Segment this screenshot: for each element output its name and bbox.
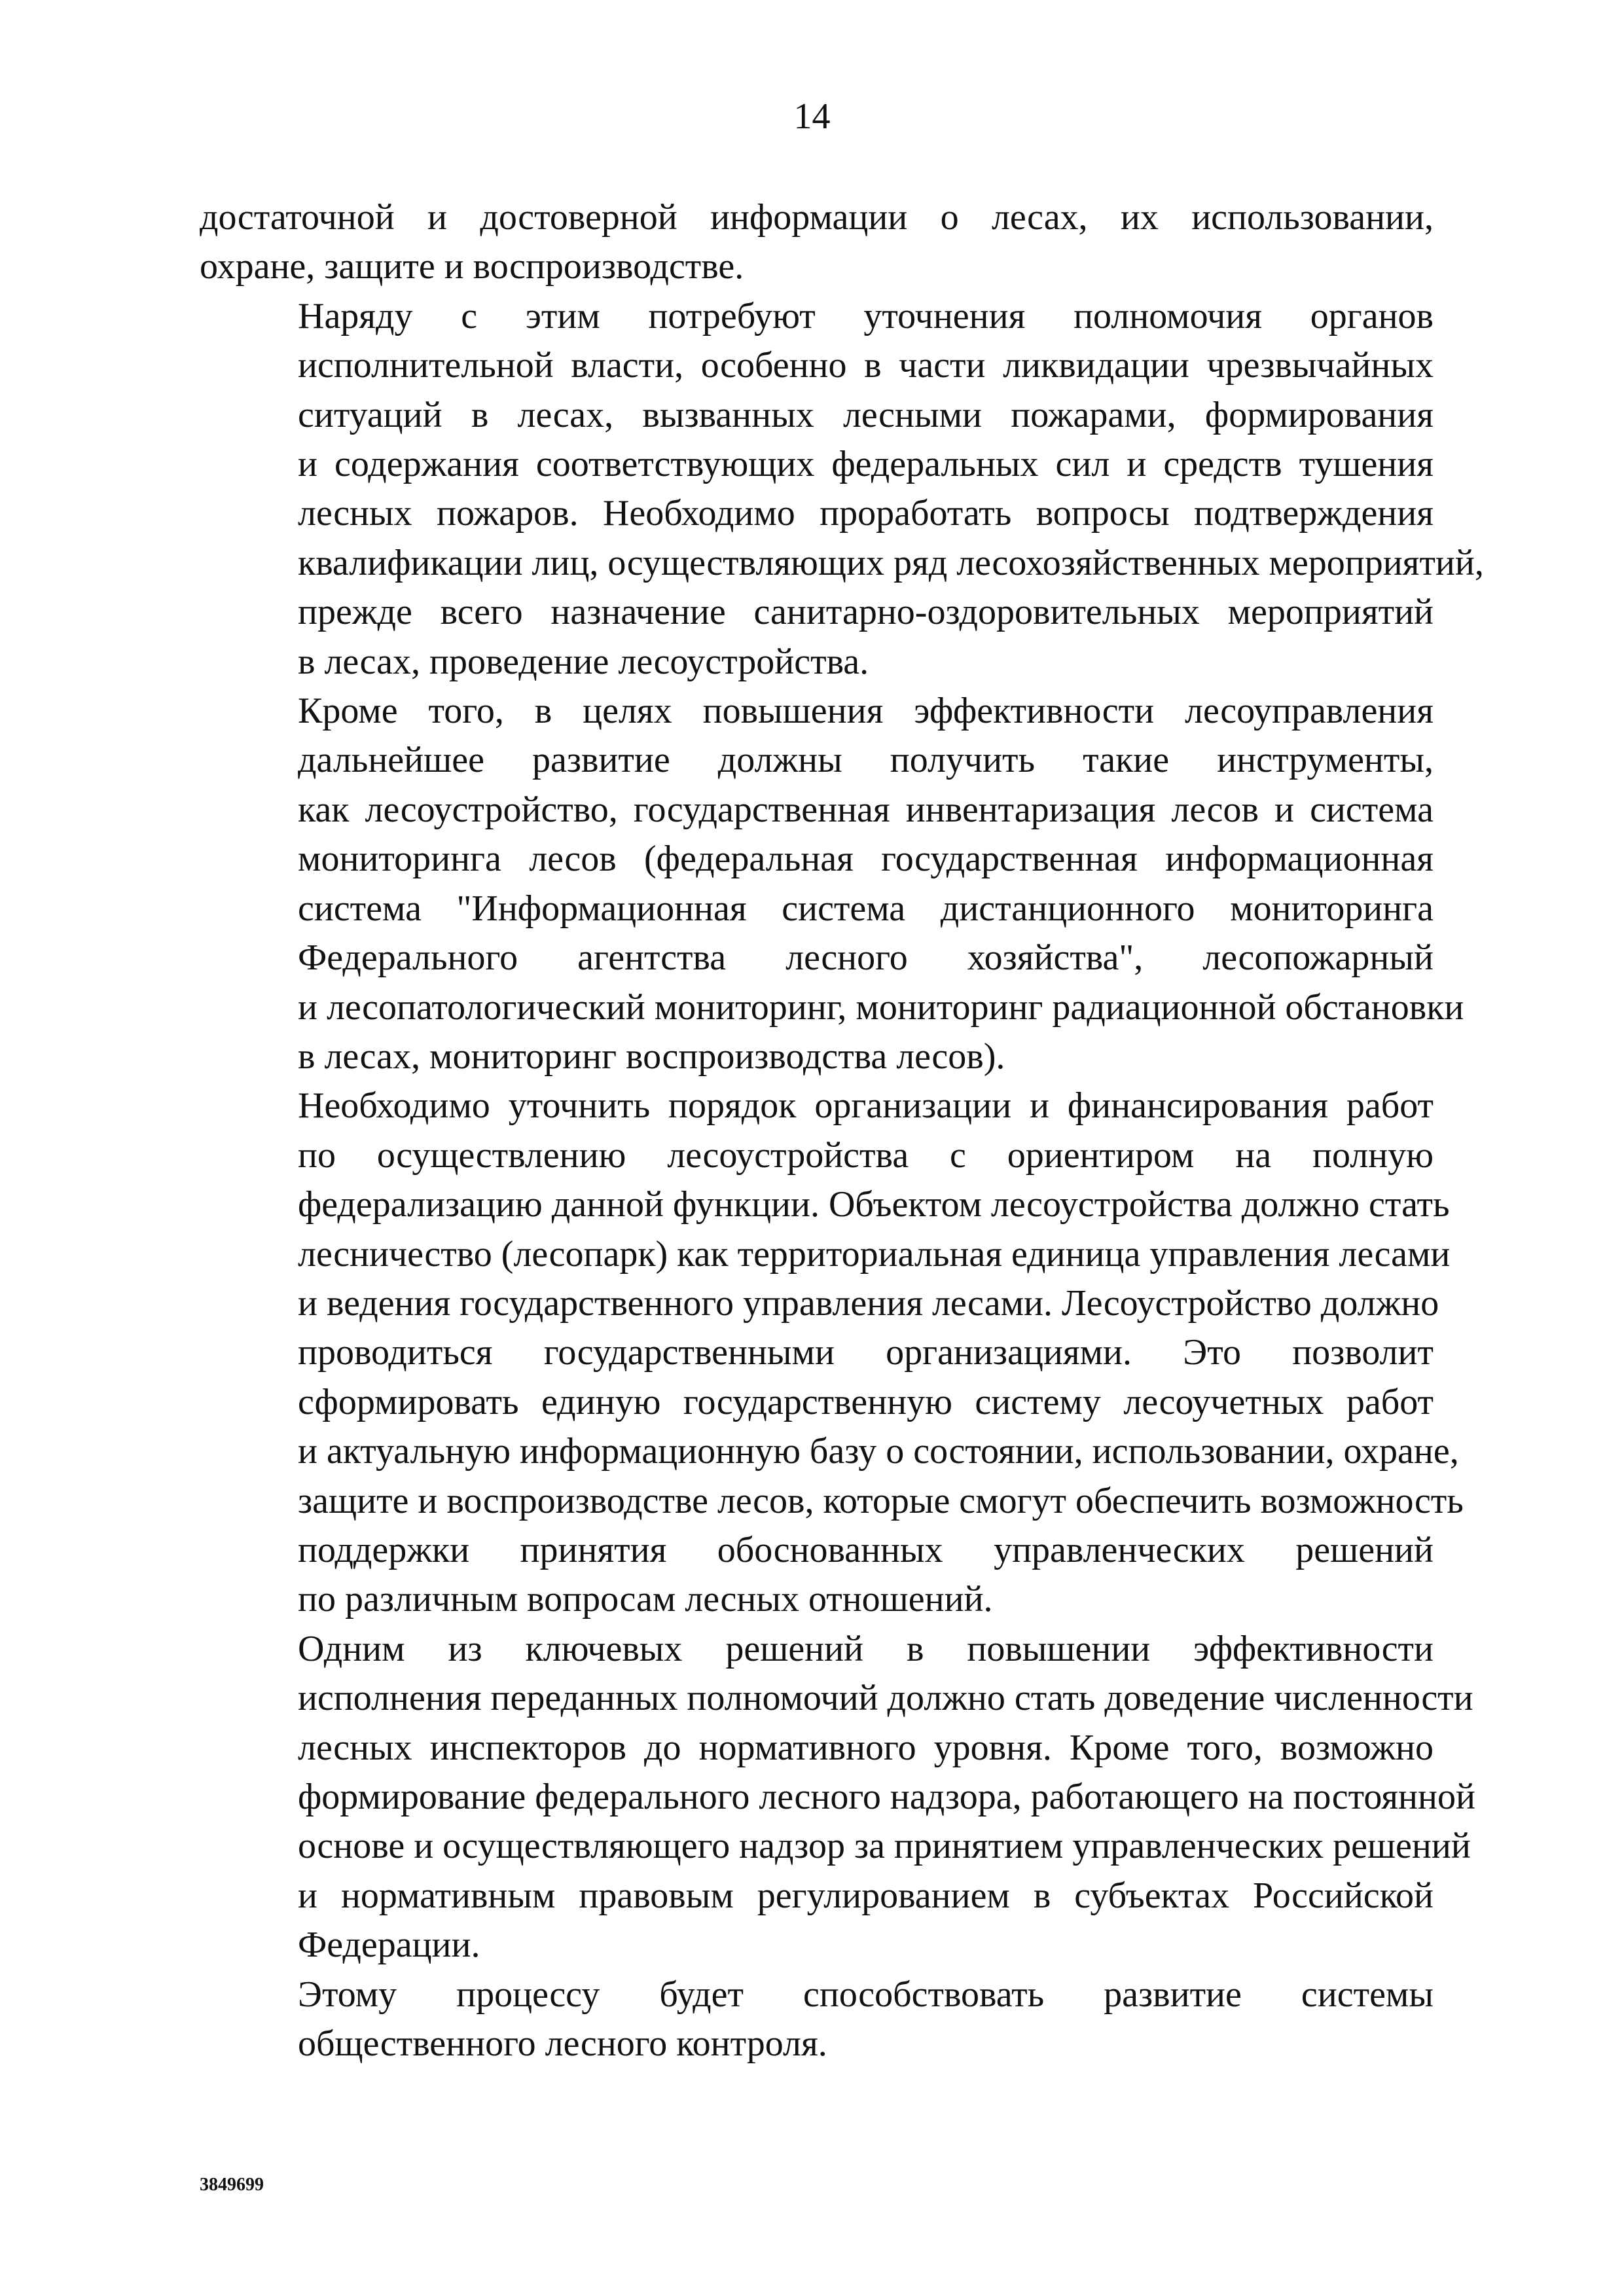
text-line: Наряду с этим потребуют уточнения полномочия органов <box>298 295 1434 336</box>
text-line: система "Информационная система дистанционного мониторинга <box>298 888 1434 929</box>
text-line: и содержания соответствующих федеральных сил и средств тушения <box>298 444 1434 485</box>
text-line: охране, защите и воспроизводстве. <box>200 246 744 287</box>
paragraph <box>200 687 1464 1081</box>
text-line: Этому процессу будет способствовать развитие системы <box>298 1974 1434 2015</box>
text-line: Кроме того, в целях повышения эффективности лесоуправления <box>298 691 1434 732</box>
text-line: мониторинга лесов (федеральная государственная информационная <box>298 839 1434 880</box>
text-line: как лесоустройство, государственная инвентаризация лесов и система <box>298 789 1434 830</box>
text-line: лесных инспекторов до нормативного уровня. Кроме того, возможно <box>298 1727 1434 1768</box>
text-line: прежде всего назначение санитарно-оздоровительных мероприятий <box>298 592 1434 633</box>
text-line: ситуаций в лесах, вызванных лесными пожарами, формирования <box>298 394 1434 435</box>
text-line: и нормативным правовым регулированием в субъектах Российской <box>298 1875 1434 1916</box>
text-line: и лесопатологический мониторинг, мониторинг радиационной обстановки <box>298 986 1464 1028</box>
text-line: в лесах, проведение лесоустройства. <box>298 641 869 682</box>
text-line: в лесах, мониторинг воспроизводства лесов). <box>298 1036 1005 1077</box>
text-line: федерализацию данной функции. Объектом лесоустройства должно стать <box>298 1184 1450 1225</box>
paragraph <box>200 1970 1434 2069</box>
text-line: Федерации. <box>298 1925 480 1966</box>
text-line: по различным вопросам лесных отношений. <box>298 1579 993 1620</box>
text-line: исполнительной власти, особенно в части ликвидации чрезвычайных <box>298 345 1434 386</box>
text-line: исполнения переданных полномочий должно стать доведение численности <box>298 1678 1473 1719</box>
text-line: лесничество (лесопарк) как территориальная единица управления лесами <box>298 1233 1451 1274</box>
text-line: сформировать единую государственную систему лесоучетных работ <box>298 1381 1434 1422</box>
text-line: лесных пожаров. Необходимо проработать вопросы подтверждения <box>298 493 1434 534</box>
text-line: по осуществлению лесоустройства с ориентиром на полную <box>298 1134 1434 1176</box>
text-line: и ведения государственного управления лесами. Лесоустройство должно <box>298 1282 1439 1324</box>
text-line: общественного лесного контроля. <box>298 2023 827 2065</box>
text-line: дальнейшее развитие должны получить такие инструменты, <box>298 740 1434 781</box>
document-body <box>200 193 1484 2069</box>
paragraph <box>200 1625 1475 1970</box>
text-line: Федерального агентства лесного хозяйства", лесопожарный <box>298 937 1434 979</box>
text-line: и актуальную информационную базу о состоянии, использовании, охране, <box>298 1431 1459 1472</box>
paragraph <box>200 1081 1464 1624</box>
text-line: защите и воспроизводстве лесов, которые смогут обеспечить возможность <box>298 1480 1464 1521</box>
document-code: 3849699 <box>200 2175 264 2195</box>
paragraph <box>200 292 1484 687</box>
page-number: 14 <box>793 96 831 137</box>
text-line: формирование федерального лесного надзора, работающего на постоянной <box>298 1777 1475 1817</box>
text-line: основе и осуществляющего надзор за принятием управленческих решений <box>298 1826 1471 1867</box>
text-line: поддержки принятия обоснованных управленческих решений <box>298 1529 1434 1570</box>
text-line: Необходимо уточнить порядок организации и финансирования работ <box>298 1085 1434 1127</box>
text-line: проводиться государственными организациями. Это позволит <box>298 1332 1434 1373</box>
text-line: квалификации лиц, осуществляющих ряд лесохозяйственных мероприятий, <box>298 542 1484 583</box>
text-line: Одним из ключевых решений в повышении эффективности <box>298 1628 1434 1669</box>
text-line: достаточной и достоверной информации о лесах, их использовании, <box>200 197 1434 238</box>
paragraph <box>200 193 1434 292</box>
